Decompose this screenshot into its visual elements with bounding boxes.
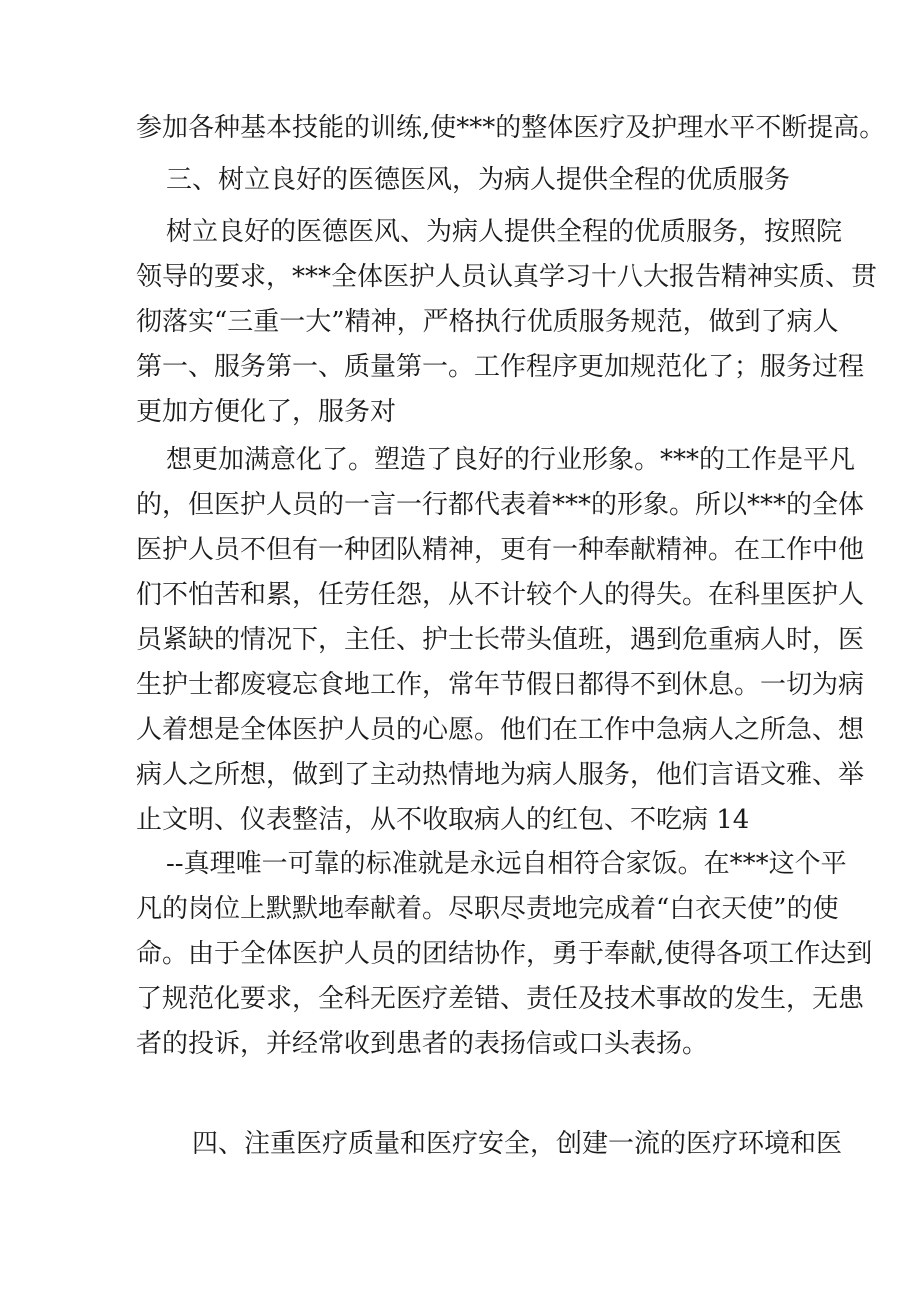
text-line: 人着想是全体医护人员的心愿。他们在工作中急病人之所急、想 <box>136 715 865 745</box>
text-line: 想更加满意化了。塑造了良好的行业形象。***的工作是平凡 <box>166 445 856 475</box>
text-line: 生护士都废寝忘食地工作，常年节假日都得不到休息。一切为病 <box>136 670 865 700</box>
text-line: 们不怕苦和累，任劳任怨，从不计较个人的得失。在科里医护人 <box>136 580 865 610</box>
text-line: 了规范化要求，全科无医疗差错、责任及技术事故的发生，无患 <box>136 984 865 1014</box>
text-line: 树立良好的医德医风、为病人提供全程的优质服务，按照院 <box>166 217 843 247</box>
text-line: 的，但医护人员的一言一行都代表着***的形象。所以***的全体 <box>136 490 865 520</box>
text-line: 更加方便化了，服务对 <box>136 397 397 427</box>
text-line: 命。由于全体医护人员的团结协作，勇于奉献,使得各项工作达到 <box>136 939 873 969</box>
paragraph-medical-ethics <box>136 210 878 435</box>
text-line: 凡的岗位上默默地奉献着。尽职尽责地完成着“白衣天使”的使 <box>136 894 839 924</box>
text-line: 止文明、仪表整洁，从不收取病人的红包、不吃病 14 <box>136 805 750 835</box>
section-heading-3 <box>136 158 796 203</box>
text-line: --真理唯一可靠的标准就是永远自相符合家饭。在***这个平 <box>166 849 847 879</box>
text-line: 参加各种基本技能的训练,使***的整体医疗及护理水平不断提高。 <box>136 113 886 143</box>
text-line: 三、树立良好的医德医风，为病人提供全程的优质服务 <box>166 165 791 195</box>
section-heading-4 <box>136 1122 843 1167</box>
text-line: 医护人员不但有一种团队精神，更有一种奉献精神。在工作中他 <box>136 535 865 565</box>
text-line: 彻落实“三重一大”精神，严格执行优质服务规范，做到了病人 <box>136 307 839 337</box>
text-line: 四、注重医疗质量和医疗安全，创建一流的医疗环境和医 <box>192 1129 843 1159</box>
paragraph-dedication <box>136 438 865 843</box>
paragraph-continuation <box>136 106 886 151</box>
paragraph-teamwork <box>136 842 873 1067</box>
text-line: 病人之所想，做到了主动热情地为病人服务，他们言语文雅、举 <box>136 760 865 790</box>
text-line: 第一、服务第一、质量第一。工作程序更加规范化了；服务过程 <box>136 352 865 382</box>
text-line: 员紧缺的情况下，主任、护士长带头值班，遇到危重病人时，医 <box>136 625 865 655</box>
text-line: 者的投诉，并经常收到患者的表扬信或口头表扬。 <box>136 1029 709 1059</box>
text-line: 领导的要求，***全体医护人员认真学习十八大报告精神实质、贯 <box>136 262 878 292</box>
